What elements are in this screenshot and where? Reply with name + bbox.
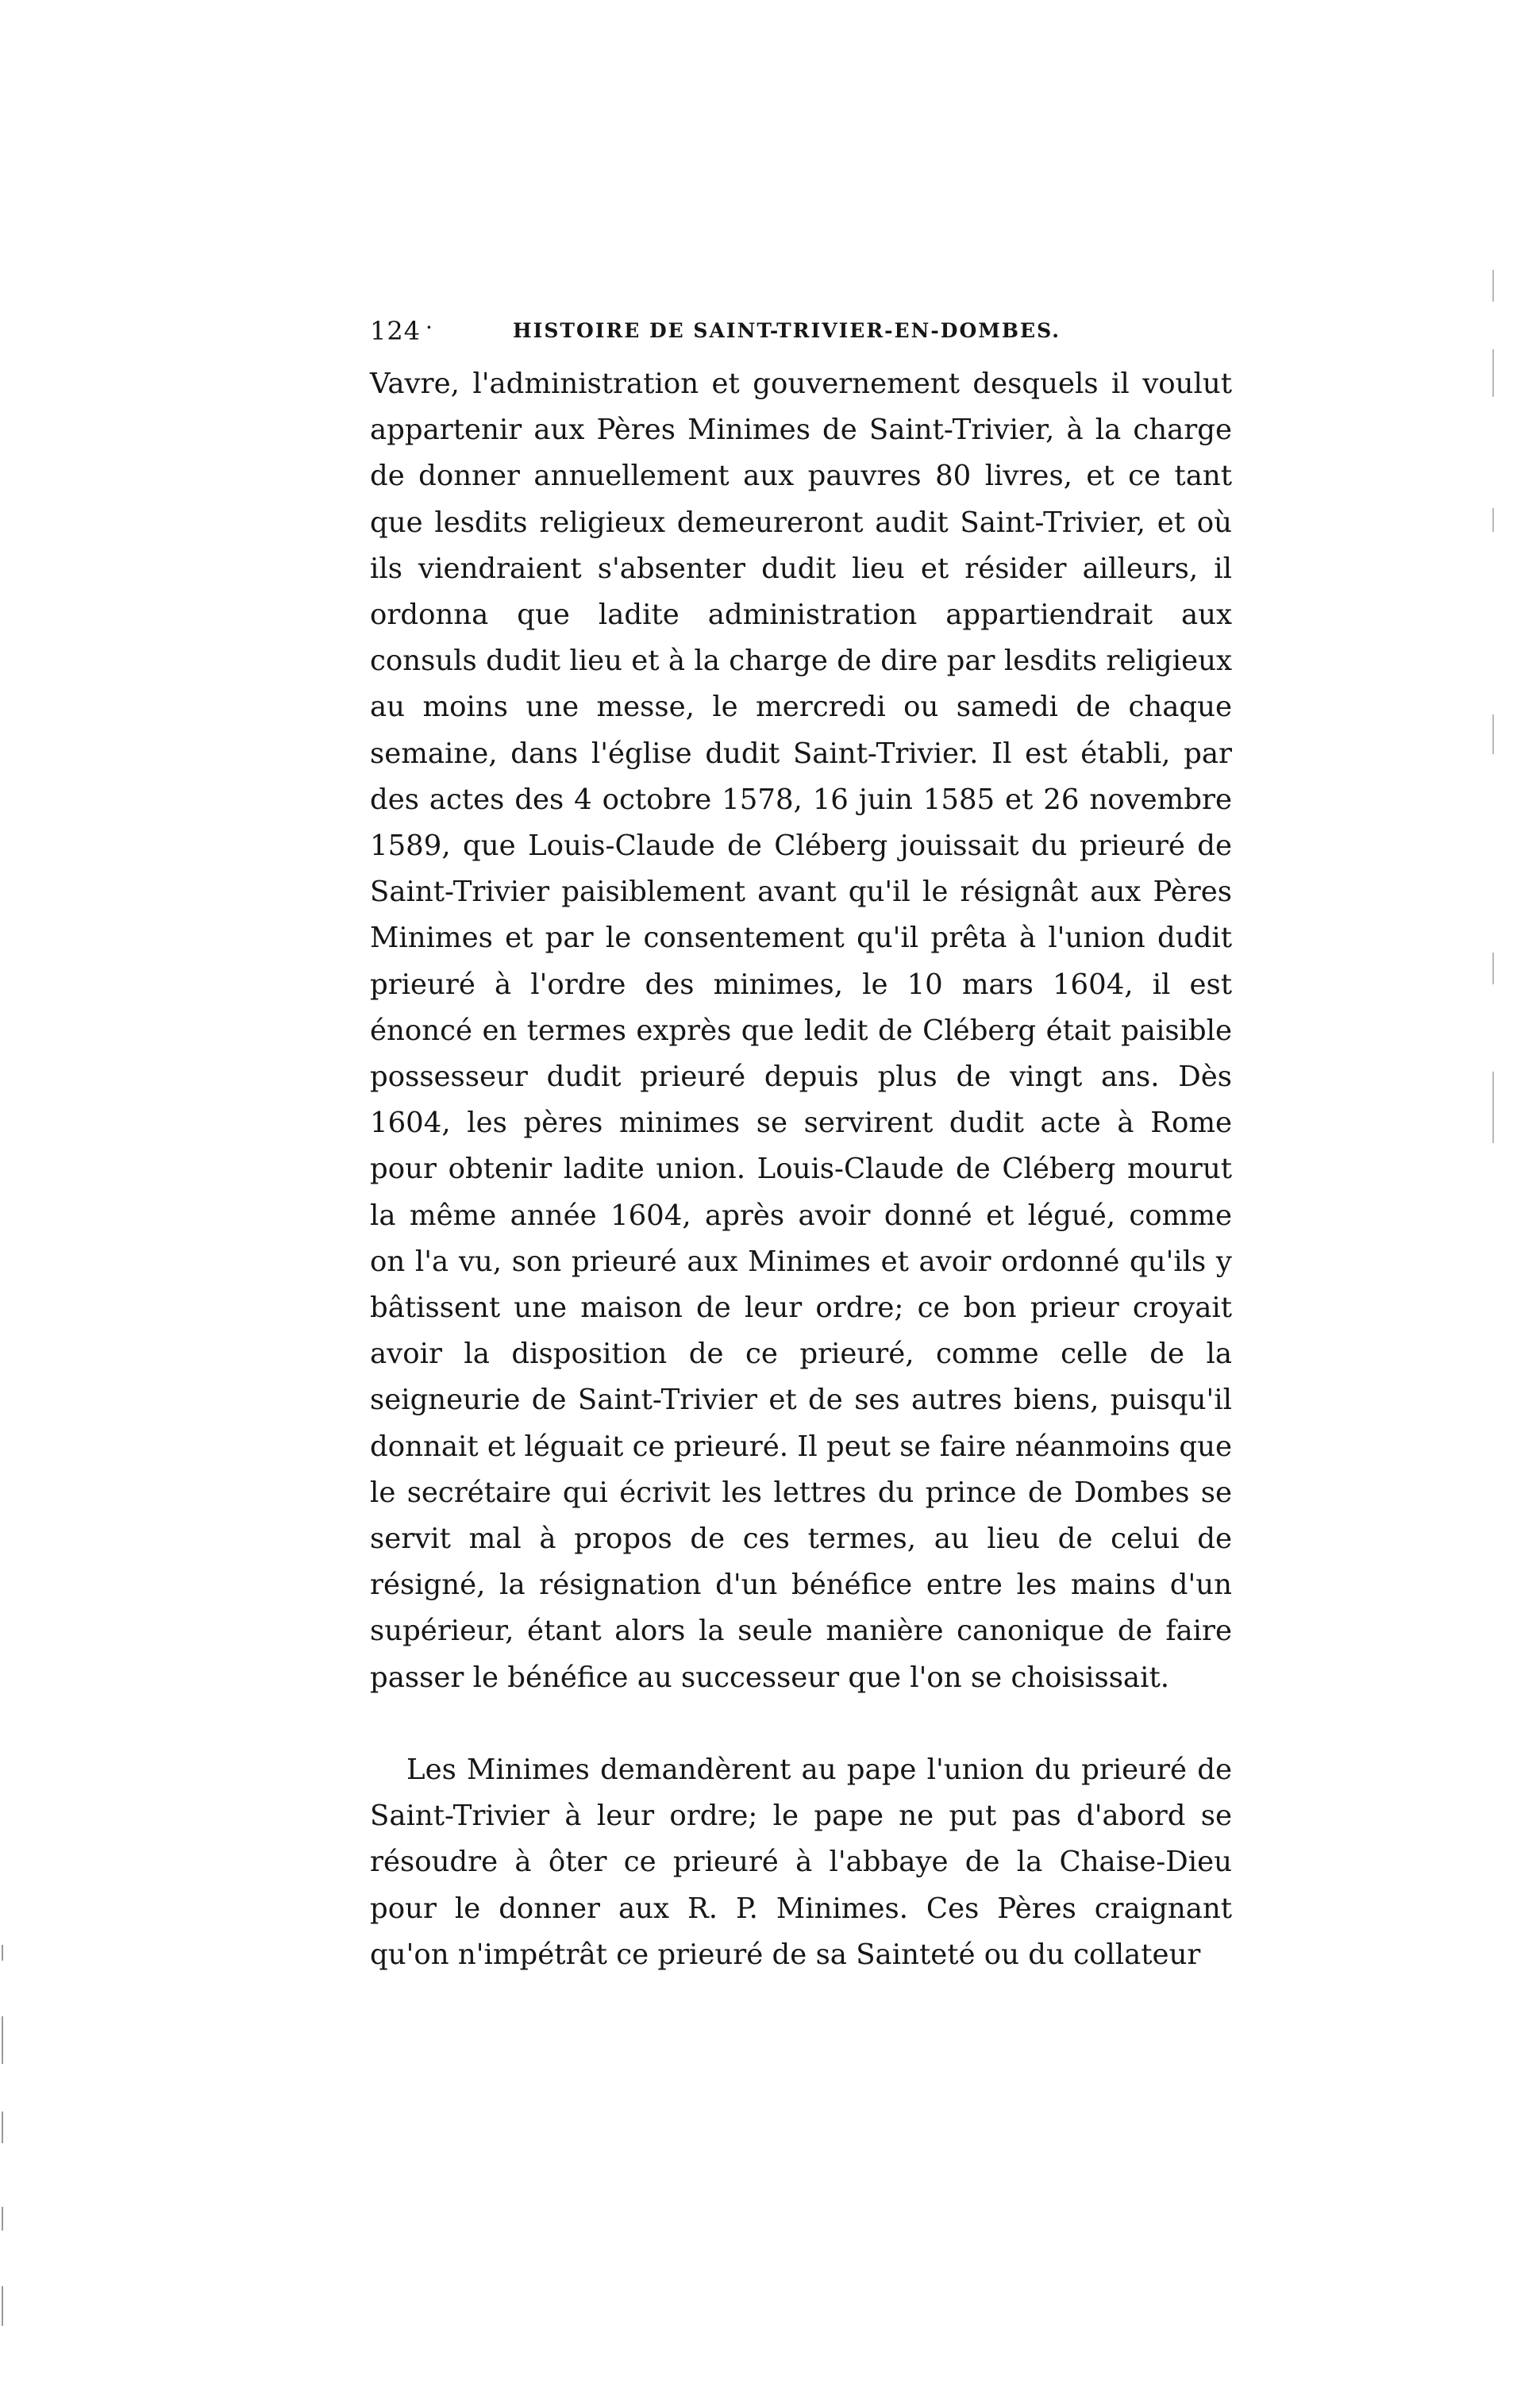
running-head [370, 316, 1243, 348]
running-title: HISTOIRE DE SAINT-TRIVIER-EN-DOMBES. [513, 319, 1061, 342]
scan-edge-marks [2, 1945, 6, 2358]
scan-margin-marks [1492, 270, 1496, 1183]
body-text [370, 361, 1232, 1978]
paragraph-1: Vavre, l'administration et gouvernement desquels il voulut appartenir aux Pères Minimes de Saint-Trivier, à la charge de donner annuellement aux pauvres 80 livres, et ce tant que lesdits religieux demeureront audit Saint-Trivier, et où ils viendraient s'absenter dudit lieu et résider ailleurs, il ordonna que ladite administration appartiendrait aux consuls dudit lieu et à la charge de dire par lesdits religieux au moins une messe, le mercredi ou samedi de chaque semaine, dans l'église dudit Saint-Trivier. Il est établi, par des actes des 4 octobre 1578, 16 juin 1585 et 26 novembre 1589, que Louis-Claude de Cléberg jouissait du prieuré de Saint-Trivier paisiblement avant qu'il le résignât aux Pères Minimes et par le consentement qu'il prêta à l'union dudit prieuré à l'ordre des minimes, le 10 mars 1604, il est énoncé en termes exprès que ledit de Cléberg était paisible possesseur dudit prieuré depuis plus de vingt ans. Dès 1604, les pères minimes se servirent dudit acte à Rome pour obtenir ladite union. Louis-Claude de Cléberg mourut la même année 1604, après avoir donné et légué, comme on l'a vu, son prieuré aux Minimes et avoir ordonné qu'ils y bâtissent une maison de leur ordre; ce bon prieur croyait avoir la disposition de ce prieuré, comme celle de la seigneurie de Saint-Trivier et de ses autres biens, puisqu'il donnait et léguait ce prieuré. Il peut se faire néanmoins que le secrétaire qui écrivit les lettres du prince de Dombes se servit mal à propos de ces termes, au lieu de celui de résigné, la résignation d'un bénéfice entre les mains d'un supérieur, étant alors la seule manière canonique de faire passer le bénéfice au successeur que l'on se choisissait. [370, 368, 1232, 1694]
paragraph-gap [370, 1701, 1232, 1747]
header-dot: · [425, 314, 433, 341]
page-number: 124 [370, 316, 422, 346]
paragraph-2: Les Minimes demandèrent au pape l'union du prieuré de Saint-Trivier à leur ordre; le pape ne put pas d'abord se résoudre à ôter ce prieuré à l'abbaye de la Chaise-Dieu pour le donner aux R. P. Minimes. Ces Pères craignant qu'on n'impétrât ce prieuré de sa Sainteté ou du collateur [370, 1753, 1232, 1971]
